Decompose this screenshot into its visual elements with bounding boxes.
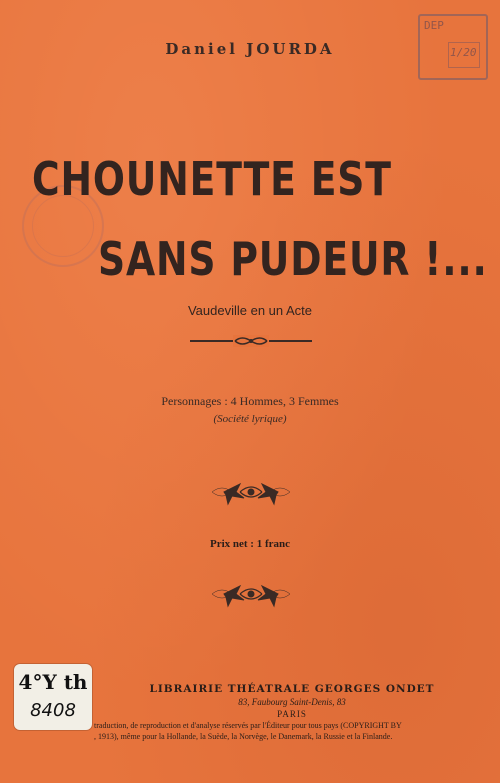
subtitle: Vaudeville en un Acte	[187, 303, 313, 318]
publisher-city: PARIS	[277, 709, 307, 719]
stamp-date: 1/20	[450, 46, 477, 59]
publisher-name: LIBRAIRIE THÉATRALE GEORGES ONDET	[149, 683, 435, 695]
shelf-mark-line-1: 4°Y th	[18, 670, 88, 694]
stamp-inner-box	[448, 42, 480, 68]
rights-notice-line-2: , 1913), même pour la Hollande, la Suède, la Norvège, le Danemark, la Russie et la Finlande.	[94, 732, 393, 741]
title-line-1: CHOUNETTE EST	[32, 152, 392, 206]
shelf-mark-line-2: 8408	[30, 700, 76, 721]
author-name: Daniel JOURDA	[165, 40, 335, 58]
price-label: Prix net : 1 franc	[209, 538, 291, 550]
rights-notice-line-1: traduction, de reproduction et d'analyse réservés par l'Éditeur pour tous pays (COPYRIGHT BY	[94, 721, 402, 730]
floral-ornament-icon	[210, 478, 292, 506]
floral-ornament-icon	[210, 580, 292, 608]
publisher-address: 83, Faubourg Saint-Denis, 83	[238, 697, 346, 707]
shelf-mark-label	[14, 664, 92, 730]
stamp-code: DEP	[424, 19, 444, 32]
title-line-2: SANS PUDEUR !...	[98, 232, 488, 286]
characters-line: Personnages : 4 Hommes, 3 Femmes	[161, 394, 339, 408]
society-note: (Société lyrique)	[213, 413, 287, 425]
legal-deposit-stamp	[418, 14, 488, 80]
rule-ornament-icon	[233, 335, 269, 347]
